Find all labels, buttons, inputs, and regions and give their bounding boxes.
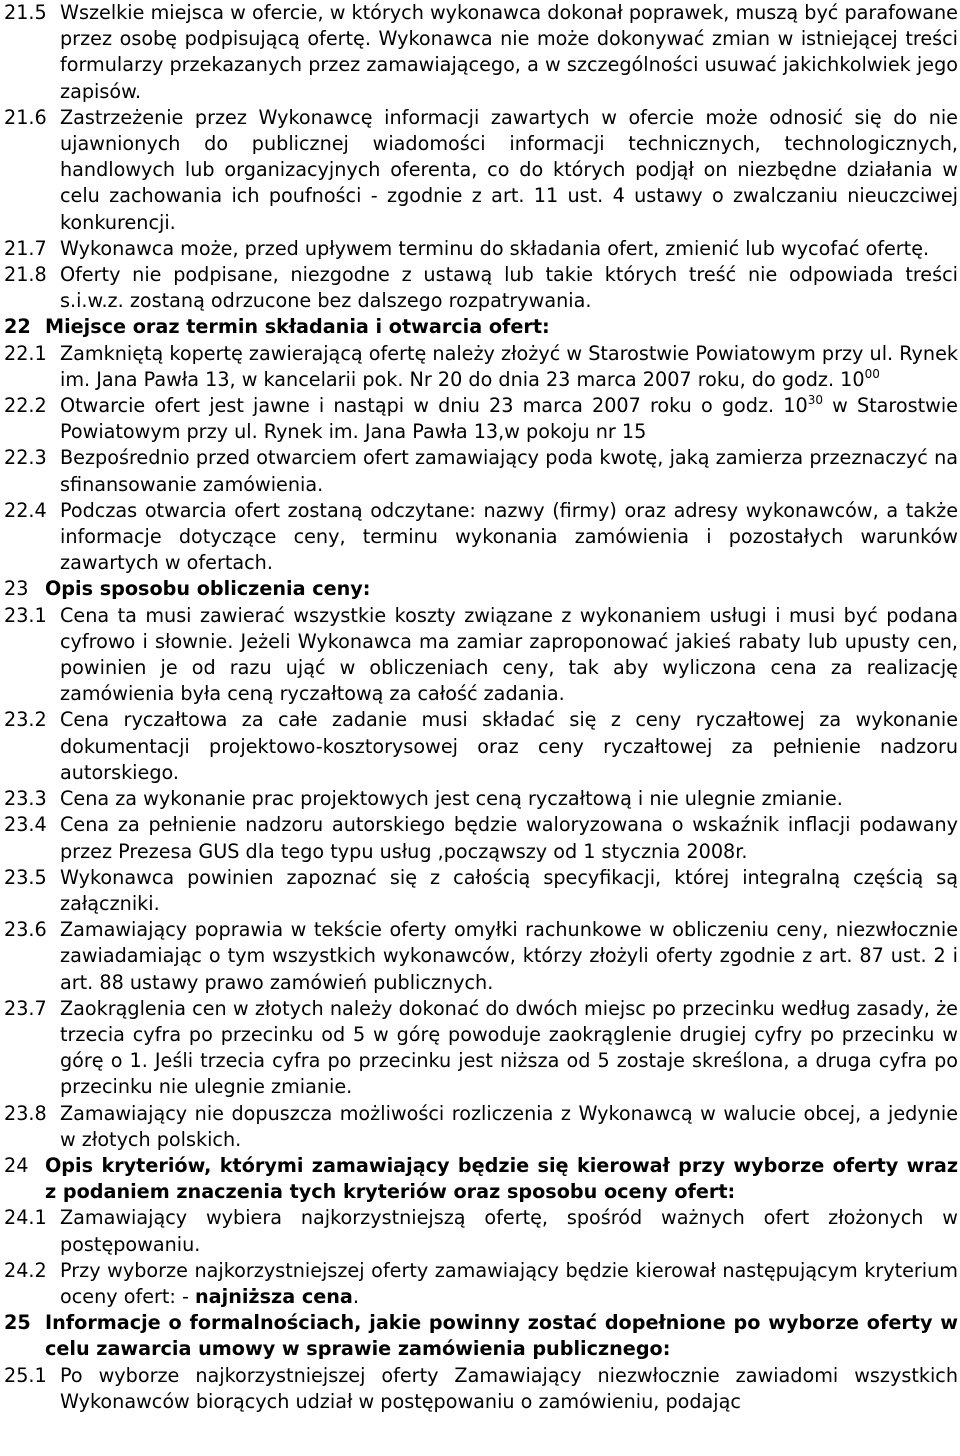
clause-number: 22.4	[4, 498, 47, 522]
clause-21-6	[4, 105, 958, 236]
clause-text: Po wyborze najkorzystniejszej oferty Zamawiający niezwłocznie zawiadomi wszystkich Wykonawców biorących udział w postępowaniu o zamówieniu, podając	[60, 1363, 958, 1413]
time-minutes-superscript: 00	[864, 366, 880, 381]
clause-text: Zaokrąglenia cen w złotych należy dokonać do dwóch miejsc po przecinku według zasady, że trzecia cyfra po przecinku od 5 w górę powoduje zaokrąglenie drugiej cyfry po przecinku w górę o 1. Jeśli trzecia cyfra po przecinku jest niższa od 5 zostaje skreślona, a druga cyfra po przecinku nie ulegnie zmianie.	[60, 996, 958, 1099]
section-number: 23	[4, 577, 29, 601]
section-title: Miejsce oraz termin składania i otwarcia ofert:	[45, 315, 550, 339]
clause-23-5	[4, 865, 958, 917]
section-number: 22	[4, 315, 31, 339]
clause-text: Wykonawca powinien zapoznać się z całością specyfikacji, której integralną częścią są załączniki.	[60, 865, 958, 915]
clause-text: Otwarcie ofert jest jawne i nastąpi w dniu 23 marca 2007 roku o godz. 10	[60, 394, 808, 418]
clause-number: 24.2	[4, 1258, 47, 1282]
section-heading-24	[4, 1153, 958, 1205]
clause-22-3	[4, 445, 958, 497]
clause-21-5	[4, 0, 958, 105]
section-number: 25	[4, 1311, 31, 1335]
criterion-emphasis: najniższa cena	[195, 1284, 353, 1308]
section-title: Opis sposobu obliczenia ceny:	[45, 577, 371, 601]
clause-23-6	[4, 917, 958, 996]
section-heading-25	[4, 1310, 958, 1362]
clause-text: Zamawiający nie dopuszcza możliwości rozliczenia z Wykonawcą w walucie obcej, a jedynie w złotych polskich.	[60, 1101, 958, 1151]
clause-23-2	[4, 707, 958, 786]
clause-number: 23.3	[4, 787, 47, 811]
clause-text: Zamawiający wybiera najkorzystniejszą ofertę, spośród ważnych ofert złożonych w postępowaniu.	[60, 1206, 958, 1256]
clause-23-8	[4, 1101, 958, 1153]
clause-number: 23.6	[4, 918, 47, 942]
clause-text: Zamkniętą kopertę zawierającą ofertę należy złożyć w Starostwie Powiatowym przy ul. Rynek im. Jana Pawła 13, w kancelarii pok. Nr 20 do dnia 23 marca 2007 roku, do godz. 10	[60, 341, 958, 391]
clause-23-1	[4, 603, 958, 708]
clause-24-2	[4, 1258, 958, 1310]
clause-22-1	[4, 341, 958, 393]
clause-22-4	[4, 498, 958, 577]
clause-text-block	[60, 341, 958, 393]
section-number: 24	[4, 1153, 29, 1177]
section-title: Informacje o formalnościach, jakie powinny zostać dopełnione po wyborze oferty w celu zawarcia umowy w sprawie zamówienia publicznego:	[45, 1311, 958, 1361]
clause-text-block	[60, 1258, 958, 1310]
clause-text: Zamawiający poprawia w tekście oferty omyłki rachunkowe w obliczeniu ceny, niezwłocznie zawiadamiając o tym wszystkich wykonawców, którzy złożyli oferty zgodnie z art. 87 ust. 2 i art. 88 ustawy prawo zamówień publicznych.	[60, 918, 958, 994]
clause-22-2	[4, 393, 958, 445]
time-minutes-superscript: 30	[807, 393, 823, 408]
clause-text: Oferty nie podpisane, niezgodne z ustawą lub takie których treść nie odpowiada treści s.i.w.z. zostaną odrzucone bez dalszego rozpatrywania.	[60, 263, 958, 313]
clause-text: Cena ta musi zawierać wszystkie koszty związane z wykonaniem usługi i musi być podana cyfrowo i słownie. Jeżeli Wykonawca ma zamiar zaproponować jakieś rabaty lub upusty cen, powinien je od razu ująć w obliczeniach ceny, tak aby wyliczona cena za realizację zamówienia była ceną ryczałtową za całość zadania.	[60, 603, 958, 706]
section-heading-23	[4, 576, 958, 602]
clause-number: 21.5	[4, 1, 47, 24]
clause-text: Wszelkie miejsca w ofercie, w których wykonawca dokonał poprawek, muszą być parafowane przez osobę podpisującą ofertę. Wykonawca nie może dokonywać zmian w istniejącej treści formularzy przekazanych przez zamawiającego, a w szczególności usuwać jakichkolwiek jego zapisów.	[60, 1, 958, 103]
clause-text: Bezpośrednio przed otwarciem ofert zamawiający poda kwotę, jaką zamierza przeznaczyć na sfinansowanie zamówienia.	[60, 446, 958, 496]
section-heading-22	[4, 314, 958, 340]
clause-text: Cena za wykonanie prac projektowych jest ceną ryczałtową i nie ulegnie zmianie.	[60, 787, 843, 811]
clause-number: 23.1	[4, 603, 47, 627]
clause-23-4	[4, 812, 958, 864]
clause-text-continued: w Starostwie Powiatowym przy ul. Rynek im. Jana Pawła 13,w pokoju nr 15	[60, 394, 958, 444]
clause-number: 23.2	[4, 708, 47, 732]
clause-number: 21.7	[4, 236, 47, 260]
clause-text-end: .	[352, 1284, 359, 1308]
section-title: Opis kryteriów, którymi zamawiający będzie się kierował przy wyborze oferty wraz z podaniem znaczenia tych kryteriów oraz sposobu oceny ofert:	[45, 1153, 958, 1204]
clause-text: Cena ryczałtowa za całe zadanie musi składać się z ceny ryczałtowej za wykonanie dokumentacji projektowo-kosztorysowej oraz ceny ryczałtowej za pełnienie nadzoru autorskiego.	[60, 708, 958, 784]
clause-text: Przy wyborze najkorzystniejszej oferty zamawiający będzie kierował następującym kryterium oceny ofert: -	[60, 1258, 958, 1308]
clause-number: 23.4	[4, 813, 47, 837]
clause-number: 25.1	[4, 1363, 47, 1387]
clause-number: 21.6	[4, 105, 47, 129]
clause-25-1	[4, 1363, 958, 1415]
clause-24-1	[4, 1205, 958, 1257]
clause-text: Podczas otwarcia ofert zostaną odczytane: nazwy (firmy) oraz adresy wykonawców, a także informacje dotyczące ceny, terminu wykonania zamówienia i pozostałych warunków zawartych w ofertach.	[60, 498, 958, 575]
clause-text: Zastrzeżenie przez Wykonawcę informacji zawartych w ofercie może odnosić się do nie ujawnionych do publicznej wiadomości informacji technicznych, technologicznych, handlowych lub organizacyjnych oferenta, co do których podjął on niezbędne działania w celu zachowania ich poufności - zgodnie z art. 11 ust. 4 ustawy o zwalczaniu nieuczciwej konkurencji.	[60, 105, 958, 234]
clause-text: Wykonawca może, przed upływem terminu do składania ofert, zmienić lub wycofać ofertę.	[60, 236, 930, 260]
clause-number: 22.2	[4, 394, 47, 418]
clause-23-7	[4, 996, 958, 1101]
clause-21-8	[4, 262, 958, 314]
clause-number: 24.1	[4, 1206, 47, 1230]
clause-number: 23.7	[4, 996, 47, 1020]
clause-21-7	[4, 236, 958, 262]
clause-text-block	[60, 393, 958, 445]
clause-text: Cena za pełnienie nadzoru autorskiego będzie waloryzowana o wskaźnik inflacji podawany przez Prezesa GUS dla tego typu usług ,począwszy od 1 stycznia 2008r.	[60, 813, 958, 863]
clause-number: 21.8	[4, 263, 47, 287]
clause-number: 22.3	[4, 446, 47, 470]
clause-number: 23.8	[4, 1101, 47, 1125]
clause-23-3	[4, 786, 958, 812]
clause-number: 22.1	[4, 341, 47, 365]
clause-number: 23.5	[4, 865, 47, 889]
